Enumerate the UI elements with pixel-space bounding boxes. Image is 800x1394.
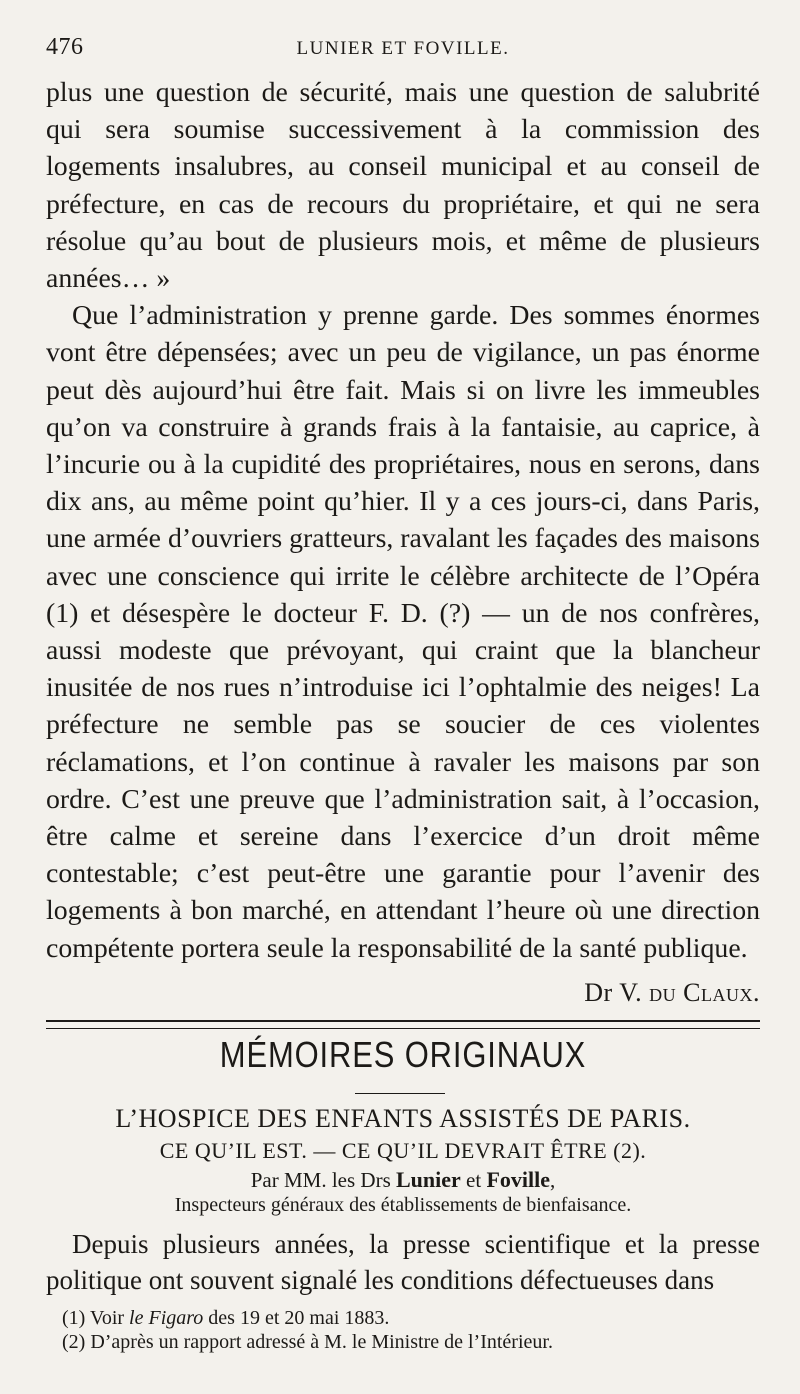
- author-lunier: Lunier: [396, 1167, 461, 1192]
- author-foville: Foville: [486, 1167, 550, 1192]
- footnote-2: (2) D’après un rapport adressé à M. le Ministre de l’Intérieur.: [62, 1331, 553, 1353]
- article-intro: [46, 1226, 760, 1298]
- intro-paragraph: Depuis plusieurs années, la presse scientifique et la presse politique ont souvent signalé les conditions défectueuses dans: [46, 1229, 760, 1295]
- section-title: MÉMOIRES ORIGINAUX: [219, 1034, 587, 1075]
- signature-name: du Claux.: [649, 978, 760, 1007]
- article-byline: [46, 1167, 760, 1193]
- footnote-1-source: le Figaro: [129, 1307, 204, 1329]
- running-head: LUNIER ET FOVILLE.: [296, 38, 510, 59]
- author-affiliation: Inspecteurs généraux des établissements de bienfaisance.: [174, 1194, 632, 1216]
- byline-join: et: [460, 1168, 487, 1192]
- article-subtitle: CE QU’IL EST. — CE QU’IL DEVRAIT ÊTRE (2).: [159, 1138, 647, 1163]
- paragraph-continuation: plus une question de sécurité, mais une question de salubrité qui sera soumise successivement à la commission des logements insalubres, au conseil municipal et au conseil de préfecture, en cas de recours du propriétaire, et qui ne sera résolue qu’au bout de plusieurs mois, et même de plusieurs années… »: [46, 77, 760, 295]
- title-underline: [355, 1093, 445, 1094]
- footnotes: [62, 1306, 760, 1354]
- page-header: [46, 34, 760, 64]
- body-text: [46, 74, 760, 967]
- footnote-1-marker: (1) Voir: [62, 1307, 130, 1329]
- section-divider: [46, 1020, 760, 1029]
- footnote-1-rest: des 19 et 20 mai 1883.: [203, 1307, 390, 1329]
- byline-prefix: Par MM. les Drs: [250, 1168, 396, 1192]
- paragraph-main: Que l’administration y prenne garde. Des sommes énormes vont être dépensées; avec un peu de vigilance, un pas énorme peut dès aujourd’hui être fait. Mais si on livre les immeubles qu’on va construire à grands frais à la fantaisie, au caprice, à l’incurie ou à la cupidité des propriétaires, nous en serons, dans dix ans, au même point qu’hier. Il y a ces jours-ci, dans Paris, une armée d’ouvriers gratteurs, ravalant les façades des maisons avec une conscience qui irrite le célèbre architecte de l’Opéra (1) et désespère le docteur F. D. (?) — un de nos confrères, aussi modeste que prévoyant, qui craint que la blancheur inusitée de nos rues n’introduise ici l’ophtalmie des neiges! La préfecture ne semble pas se soucier de ces violentes réclamations, et l’on continue à ravaler les maisons par son ordre. C’est une preuve que l’administration sait, à l’occasion, être calme et sereine dans l’exercice d’un droit même contestable; c’est peut-être une garantie pour l’avenir des logements à bon marché, en attendant l’heure où une direction compétente portera seule la responsabilité de la santé publique.: [46, 300, 760, 964]
- article-title: L’HOSPICE DES ENFANTS ASSISTÉS DE PARIS.: [115, 1104, 691, 1133]
- page-number: 476: [46, 34, 84, 60]
- byline-suffix: ,: [550, 1168, 556, 1192]
- signature-prefix: Dr V.: [584, 978, 650, 1007]
- footnote-1: [62, 1306, 760, 1330]
- author-signature: [584, 978, 760, 1008]
